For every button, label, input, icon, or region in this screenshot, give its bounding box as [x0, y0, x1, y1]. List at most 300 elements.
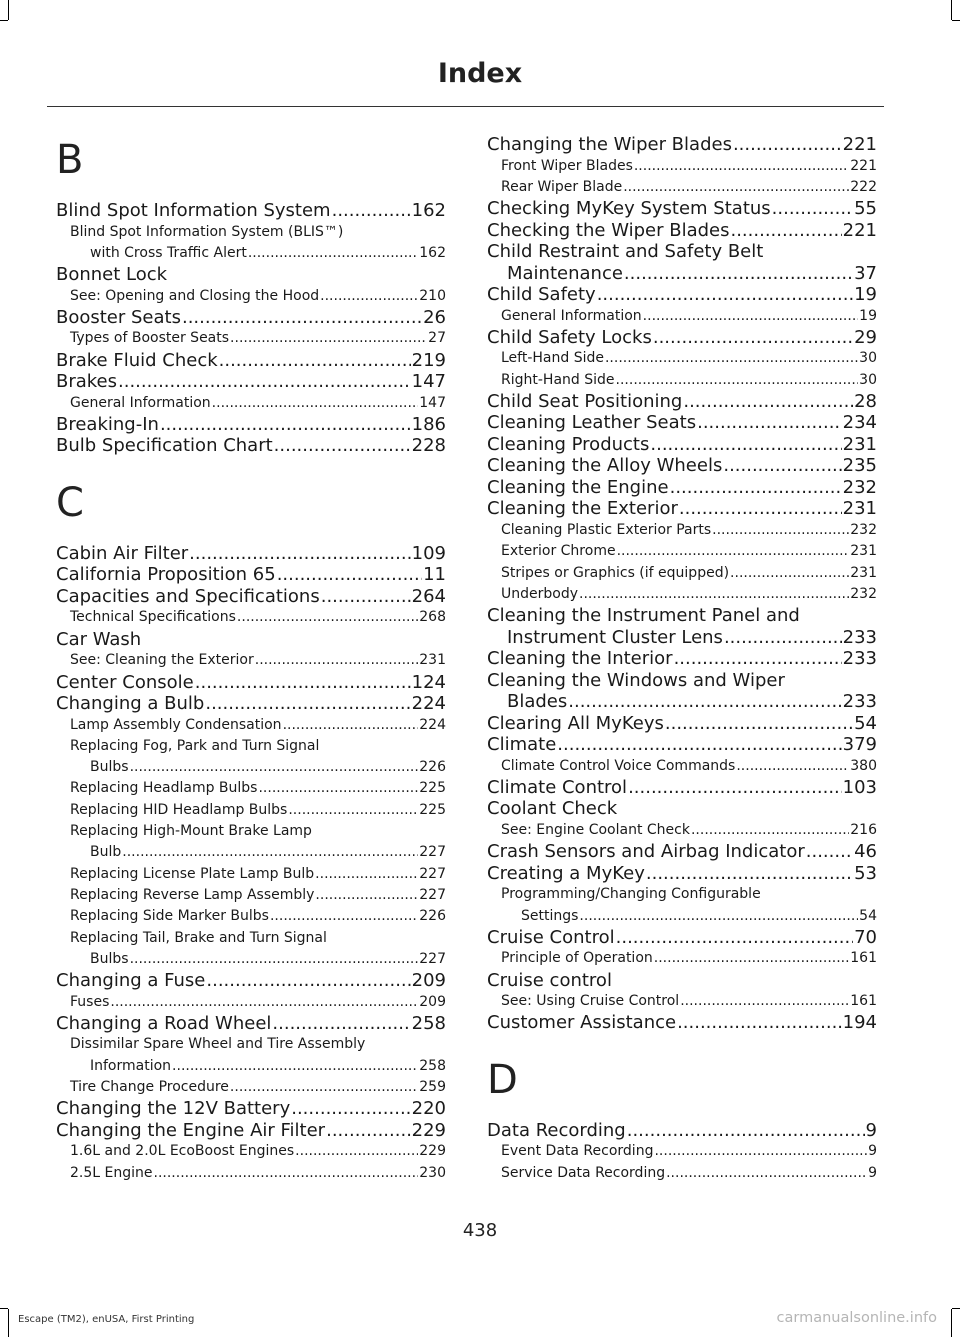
index-entry — [487, 327, 877, 349]
entry-page-number: 225 — [419, 780, 446, 797]
entry-label: Replacing License Plate Lamp Bulb — [70, 865, 315, 882]
dot-leader — [579, 906, 858, 927]
entry-page-number: 147 — [411, 371, 446, 393]
entry-page-number: 221 — [842, 219, 877, 241]
index-entry — [487, 948, 877, 969]
entry-label: Booster Seats — [56, 306, 181, 328]
entry-label: Changing the Wiper Blades — [487, 134, 732, 155]
index-heading: Car Wash — [56, 628, 142, 650]
entry-page-number: 147 — [419, 394, 446, 411]
entry-label: Underbody — [501, 585, 578, 602]
page-number: 438 — [462, 1220, 498, 1241]
entry-label: Climate — [487, 734, 557, 756]
dot-leader — [130, 757, 419, 778]
entry-label: Replacing Side Marker Bulbs — [70, 908, 269, 925]
index-heading: Replacing Tail, Brake and Turn Signal — [70, 929, 327, 946]
index-entry — [56, 564, 446, 586]
entry-page-number: 231 — [842, 433, 877, 455]
index-column-right — [487, 134, 877, 1184]
header-rule — [47, 106, 884, 107]
entry-page-number: 226 — [419, 759, 446, 776]
entry-page-number: 264 — [411, 585, 446, 607]
entry-label: Fuses — [70, 993, 110, 1010]
index-entry — [487, 734, 877, 756]
entry-page-number: 231 — [850, 564, 877, 581]
entry-label: Settings — [521, 907, 579, 924]
entry-page-number: 216 — [850, 821, 877, 838]
crop-mark — [952, 1308, 960, 1309]
entry-page-number: 19 — [854, 284, 877, 306]
entry-label: Data Recording — [487, 1119, 626, 1141]
index-entry — [487, 563, 877, 584]
index-heading: Programming/Changing Configurable — [501, 886, 761, 903]
entry-page-number: 210 — [419, 287, 446, 304]
index-entry — [487, 455, 877, 477]
entry-page-number: 220 — [411, 1098, 446, 1120]
entry-page-number: 219 — [411, 349, 446, 371]
crop-mark — [8, 0, 9, 20]
entry-label: Center Console — [56, 671, 194, 693]
entry-label: with Cross Traffic Alert — [90, 244, 247, 261]
index-entry — [56, 906, 446, 927]
index-entry — [487, 434, 877, 456]
entry-label: Capacities and Specifications — [56, 585, 320, 607]
index-entry — [487, 412, 877, 434]
index-entry — [487, 927, 877, 949]
dot-leader — [110, 992, 418, 1013]
entry-label: Breaking-In — [56, 413, 159, 435]
entry-page-number: 209 — [411, 970, 446, 992]
entry-page-number: 235 — [842, 455, 877, 477]
dot-leader — [653, 327, 853, 349]
entry-page-number: 233 — [842, 691, 877, 713]
entry-label: Bulb Specification Chart — [56, 435, 273, 457]
entry-label: Principle of Operation — [501, 950, 653, 967]
entry-label: California Proposition 65 — [56, 564, 276, 586]
entry-label: Crash Sensors and Airbag Indicator — [487, 841, 805, 863]
entry-page-number: 162 — [419, 244, 446, 261]
dot-leader — [283, 715, 419, 736]
index-entry — [487, 991, 877, 1012]
index-entry — [56, 1163, 446, 1184]
entry-label: Replacing HID Headlamp Bulbs — [70, 801, 288, 818]
entry-page-number: 26 — [423, 306, 446, 328]
entry-label: Checking MyKey System Status — [487, 198, 771, 220]
entry-label: Cruise Control — [487, 926, 615, 948]
watermark: carmanualsonline.info — [776, 1310, 937, 1326]
entry-page-number: 228 — [411, 435, 446, 457]
crop-mark — [951, 1309, 952, 1337]
index-entry — [56, 607, 446, 628]
dot-leader — [326, 1120, 411, 1142]
dot-leader — [206, 970, 410, 992]
section-letter: D — [487, 1056, 518, 1103]
entry-page-number: 161 — [850, 993, 877, 1010]
entry-label: Left-Hand Side — [501, 350, 604, 367]
dot-leader — [772, 198, 853, 220]
index-entry — [56, 949, 446, 970]
entry-page-number: 229 — [419, 1143, 446, 1160]
index-entry — [56, 992, 446, 1013]
dot-leader — [730, 563, 849, 584]
index-entry — [487, 691, 877, 713]
entry-page-number: 379 — [842, 734, 877, 756]
crop-mark — [8, 1309, 9, 1337]
entry-page-number: 233 — [842, 626, 877, 648]
entry-label: Bulb — [90, 844, 122, 861]
dot-leader — [597, 284, 853, 306]
index-entry — [487, 648, 877, 670]
dot-leader — [248, 243, 418, 264]
entry-page-number: 232 — [842, 476, 877, 498]
entry-label: Customer Assistance — [487, 1012, 677, 1034]
index-entry — [487, 1012, 877, 1034]
entry-label: Brakes — [56, 371, 118, 393]
entry-page-number: 209 — [419, 993, 446, 1010]
dot-leader — [643, 306, 859, 327]
dot-leader — [205, 693, 410, 715]
index-entry — [56, 778, 446, 799]
index-entry — [487, 220, 877, 242]
index-heading: Dissimilar Spare Wheel and Tire Assembly — [70, 1036, 366, 1053]
edition-footer: Escape (TM2), enUSA, First Printing — [18, 1314, 195, 1325]
dot-leader — [172, 1056, 418, 1077]
dot-leader — [666, 1163, 867, 1184]
dot-leader — [219, 350, 411, 372]
dot-leader — [724, 627, 842, 649]
index-entry — [56, 586, 446, 608]
index-entry — [487, 1120, 877, 1142]
dot-leader — [182, 307, 422, 329]
entry-page-number: 227 — [419, 865, 446, 882]
index-entry — [487, 541, 877, 562]
dot-leader — [654, 948, 850, 969]
dot-leader — [697, 412, 842, 434]
entry-page-number: 28 — [854, 390, 877, 412]
entry-label: See: Using Cruise Control — [501, 993, 680, 1010]
index-entry — [487, 627, 877, 649]
dot-leader — [634, 156, 849, 177]
index-entry — [487, 156, 877, 177]
entry-page-number: 224 — [411, 693, 446, 715]
index-entry — [56, 672, 446, 694]
dot-leader — [806, 841, 853, 863]
entry-page-number: 30 — [859, 350, 877, 367]
entry-label: Information — [90, 1057, 172, 1074]
dot-leader — [568, 691, 841, 713]
entry-page-number: 37 — [854, 262, 877, 284]
index-entry — [56, 350, 446, 372]
dot-leader — [670, 477, 842, 499]
dot-leader — [733, 134, 842, 156]
index-entry — [56, 1120, 446, 1142]
dot-leader — [288, 800, 418, 821]
index-entry — [487, 134, 877, 156]
dot-leader — [189, 543, 410, 565]
index-heading: Cleaning the Instrument Panel and — [487, 605, 800, 627]
entry-page-number: 124 — [411, 671, 446, 693]
dot-leader — [122, 842, 418, 863]
entry-label: Exterior Chrome — [501, 543, 616, 560]
dot-leader — [654, 1141, 867, 1162]
entry-page-number: 54 — [854, 712, 877, 734]
entry-label: Creating a MyKey — [487, 862, 645, 884]
index-entry — [56, 715, 446, 736]
index-entry — [56, 243, 446, 264]
entry-label: Cleaning the Alloy Wheels — [487, 455, 723, 477]
entry-page-number: 258 — [419, 1057, 446, 1074]
entry-label: Cleaning Leather Seats — [487, 412, 697, 434]
entry-label: Child Safety Locks — [487, 326, 652, 348]
index-entry — [487, 1141, 877, 1162]
entry-label: Types of Booster Seats — [70, 330, 230, 347]
entry-page-number: 225 — [419, 801, 446, 818]
dot-leader — [118, 371, 411, 393]
index-entry — [56, 693, 446, 715]
entry-page-number: 222 — [850, 178, 877, 195]
dot-leader — [332, 200, 411, 222]
entry-page-number: 221 — [842, 134, 877, 155]
entry-label: Maintenance — [507, 262, 623, 284]
entry-label: Service Data Recording — [501, 1164, 666, 1181]
entry-page-number: 29 — [854, 326, 877, 348]
entry-page-number: 233 — [842, 648, 877, 670]
index-entry — [56, 543, 446, 565]
index-heading: Bonnet Lock — [56, 264, 168, 286]
index-entry — [56, 200, 446, 222]
dot-leader — [623, 177, 849, 198]
crop-mark — [0, 1308, 8, 1309]
index-entry — [56, 1056, 446, 1077]
entry-label: Cleaning the Interior — [487, 648, 673, 670]
index-column-left — [56, 134, 446, 1184]
entry-label: Child Seat Positioning — [487, 390, 683, 412]
dot-leader — [557, 734, 841, 756]
entry-label: Cleaning Plastic Exterior Parts — [501, 521, 712, 538]
index-entry — [487, 713, 877, 735]
entry-label: Climate Control Voice Commands — [501, 757, 736, 774]
index-entry — [56, 885, 446, 906]
section-letter: C — [56, 479, 84, 526]
entry-page-number: 232 — [850, 585, 877, 602]
index-entry — [487, 477, 877, 499]
entry-page-number: 9 — [868, 1143, 877, 1160]
entry-page-number: 54 — [859, 907, 877, 924]
index-heading: Cruise control — [487, 969, 612, 991]
entry-label: Changing the 12V Battery — [56, 1098, 291, 1120]
index-entry — [56, 970, 446, 992]
index-entry — [56, 650, 446, 671]
index-entry — [487, 177, 877, 198]
entry-page-number: 9 — [865, 1119, 877, 1141]
entry-page-number: 232 — [850, 521, 877, 538]
dot-leader — [195, 672, 411, 694]
dot-leader — [628, 777, 842, 799]
dot-leader — [272, 1013, 410, 1035]
index-entry — [56, 328, 446, 349]
entry-page-number: 11 — [423, 564, 446, 586]
dot-leader — [274, 435, 411, 457]
entry-page-number: 227 — [419, 844, 446, 861]
dot-leader — [258, 778, 418, 799]
index-entry — [487, 906, 877, 927]
entry-page-number: 194 — [842, 1012, 877, 1034]
dot-leader — [160, 414, 411, 436]
entry-page-number: 186 — [411, 413, 446, 435]
dot-leader — [677, 1012, 842, 1034]
index-entry — [487, 348, 877, 369]
entry-label: Bulbs — [90, 759, 129, 776]
entry-page-number: 231 — [419, 652, 446, 669]
entry-label: Changing a Fuse — [56, 970, 206, 992]
index-entry — [487, 863, 877, 885]
dot-leader — [605, 348, 858, 369]
dot-leader — [624, 263, 853, 285]
entry-label: Brake Fluid Check — [56, 349, 218, 371]
entry-page-number: 53 — [854, 862, 877, 884]
entry-page-number: 55 — [854, 198, 877, 220]
entry-page-number: 229 — [411, 1119, 446, 1141]
entry-label: Replacing Reverse Lamp Assembly — [70, 886, 315, 903]
index-entry — [56, 1077, 446, 1098]
section-gap — [56, 457, 446, 477]
index-entry — [487, 820, 877, 841]
dot-leader — [616, 927, 853, 949]
entry-page-number: 380 — [850, 757, 877, 774]
dot-leader — [579, 584, 849, 605]
entry-label: 2.5L Engine — [70, 1164, 153, 1181]
entry-label: Cleaning the Exterior — [487, 498, 678, 520]
dot-leader — [617, 541, 850, 562]
entry-label: Replacing Headlamp Bulbs — [70, 780, 258, 797]
index-entry — [56, 757, 446, 778]
dot-leader — [736, 756, 849, 777]
entry-page-number: 109 — [411, 542, 446, 564]
index-entry — [487, 777, 877, 799]
dot-leader — [627, 1120, 865, 1142]
entry-page-number: 221 — [850, 157, 877, 174]
index-entry — [56, 307, 446, 329]
index-heading: Child Restraint and Safety Belt — [487, 241, 764, 263]
index-entry — [487, 198, 877, 220]
dot-leader — [295, 1141, 418, 1162]
index-entry — [487, 263, 877, 285]
crop-mark — [952, 20, 960, 21]
index-entry — [56, 414, 446, 436]
dot-leader — [321, 586, 411, 608]
entry-page-number: 268 — [419, 609, 446, 626]
entry-label: See: Engine Coolant Check — [501, 821, 690, 838]
entry-label: Lamp Assembly Condensation — [70, 716, 282, 733]
entry-page-number: 227 — [419, 950, 446, 967]
dot-leader — [680, 991, 849, 1012]
entry-label: Blind Spot Information System — [56, 200, 331, 221]
index-heading: Coolant Check — [487, 798, 618, 820]
section-letter: B — [56, 137, 84, 183]
entry-label: See: Opening and Closing the Hood — [70, 287, 320, 304]
index-entry — [56, 800, 446, 821]
dot-leader — [691, 820, 849, 841]
dot-leader — [212, 393, 419, 414]
crop-mark — [0, 20, 8, 21]
index-entry — [56, 393, 446, 414]
entry-label: Cleaning the Engine — [487, 476, 669, 498]
dot-leader — [730, 220, 841, 242]
entry-page-number: 103 — [842, 776, 877, 798]
entry-label: Instrument Cluster Lens — [507, 626, 723, 648]
entry-label: Tire Change Procedure — [70, 1079, 229, 1096]
entry-page-number: 227 — [419, 886, 446, 903]
entry-page-number: 230 — [419, 1164, 446, 1181]
entry-label: Changing a Road Wheel — [56, 1012, 272, 1034]
entry-label: Changing the Engine Air Filter — [56, 1119, 326, 1141]
index-entry — [56, 1098, 446, 1120]
entry-page-number: 258 — [411, 1012, 446, 1034]
dot-leader — [683, 391, 853, 413]
entry-page-number: 231 — [842, 498, 877, 520]
entry-page-number: 70 — [854, 926, 877, 948]
entry-label: Event Data Recording — [501, 1143, 654, 1160]
entry-label: Rear Wiper Blade — [501, 178, 623, 195]
entry-page-number: 259 — [419, 1079, 446, 1096]
index-entry — [487, 498, 877, 520]
entry-page-number: 231 — [850, 543, 877, 560]
entry-label: 1.6L and 2.0L EcoBoost Engines — [70, 1143, 295, 1160]
dot-leader — [616, 370, 859, 391]
dot-leader — [674, 648, 842, 670]
entry-label: General Information — [70, 394, 211, 411]
entry-page-number: 234 — [842, 412, 877, 434]
entry-page-number: 30 — [859, 371, 877, 388]
dot-leader — [665, 713, 853, 735]
dot-leader — [277, 564, 422, 586]
entry-label: Cleaning Products — [487, 433, 650, 455]
index-entry — [487, 370, 877, 391]
page-title: Index — [437, 58, 523, 89]
crop-mark — [951, 0, 952, 20]
dot-leader — [679, 498, 842, 520]
dot-leader — [130, 949, 419, 970]
dot-leader — [646, 863, 853, 885]
entry-page-number: 19 — [859, 307, 877, 324]
index-entry — [487, 584, 877, 605]
dot-leader — [320, 286, 418, 307]
entry-label: See: Cleaning the Exterior — [70, 652, 254, 669]
dot-leader — [291, 1098, 410, 1120]
entry-label: Stripes or Graphics (if equipped) — [501, 564, 730, 581]
entry-page-number: 224 — [419, 716, 446, 733]
entry-page-number: 9 — [868, 1164, 877, 1181]
dot-leader — [237, 607, 418, 628]
dot-leader — [270, 906, 418, 927]
entry-label: Blades — [507, 691, 568, 713]
dot-leader — [230, 1077, 418, 1098]
entry-page-number: 162 — [411, 200, 446, 221]
index-entry — [487, 1163, 877, 1184]
index-entry — [56, 842, 446, 863]
entry-label: Climate Control — [487, 776, 628, 798]
index-entry — [487, 756, 877, 777]
entry-label: Technical Specifications — [70, 609, 236, 626]
dot-leader — [650, 434, 841, 456]
entry-label: Changing a Bulb — [56, 693, 205, 715]
dot-leader — [230, 328, 427, 349]
dot-leader — [315, 864, 418, 885]
dot-leader — [315, 885, 418, 906]
index-entry — [487, 841, 877, 863]
index-entry — [487, 391, 877, 413]
dot-leader — [154, 1163, 419, 1184]
